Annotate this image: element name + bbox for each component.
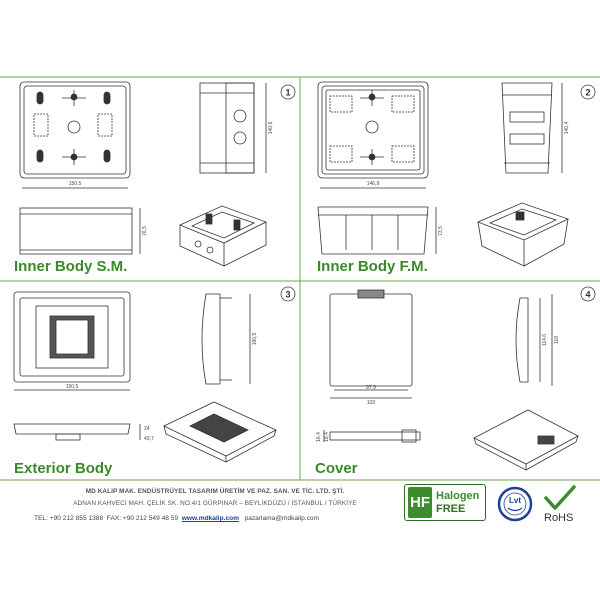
svg-text:1: 1 bbox=[285, 87, 291, 98]
panel-3-title: Exterior Body bbox=[14, 460, 113, 477]
panel-1-top-view bbox=[20, 82, 130, 188]
website-link[interactable]: www.mdkalip.com bbox=[181, 515, 240, 522]
panel-4-number bbox=[581, 287, 595, 301]
panel-4-front-view bbox=[330, 290, 412, 398]
panel-2-title: Inner Body F.M. bbox=[317, 258, 428, 275]
free-label: FREE bbox=[436, 502, 466, 515]
lvt-label: Lvt bbox=[509, 496, 521, 505]
panel-3-iso-view bbox=[164, 402, 276, 462]
panel-2-top-view bbox=[318, 82, 428, 188]
phone-number: TEL: +90 212 855 1388 bbox=[34, 515, 104, 522]
panel-4-iso-view bbox=[474, 410, 578, 470]
panel-1-front-view bbox=[20, 208, 140, 254]
panel-3-side-view bbox=[202, 294, 250, 384]
panel-1-iso-view bbox=[180, 206, 266, 266]
panel-2-number bbox=[581, 85, 595, 99]
contact-line bbox=[34, 515, 319, 522]
panel-2-width-dim: 146,9 bbox=[366, 181, 380, 187]
panel-3-number bbox=[281, 287, 295, 301]
lvt-certification-icon bbox=[497, 486, 533, 522]
company-name: MD KALIP MAK. ENDÜSTRÜYEL TASARIM ÜRETİM VE PAZ. SAN. VE TİC. LTD. ŞTİ. bbox=[85, 488, 345, 495]
panel-1-width-dim: 150,5 bbox=[68, 181, 82, 187]
panel-4-inner-width-dim: 97,9 bbox=[366, 385, 376, 391]
company-address: ADNAN KAHVECİ MAH. ÇELİK SK. NO:4/1 GÜRPINAR – BEYLİKDÜZÜ / İSTANBUL / TÜRKİYE bbox=[73, 500, 357, 507]
rohs-check-icon bbox=[540, 484, 580, 512]
panel-1-number bbox=[281, 85, 295, 99]
rohs-label: RoHS bbox=[544, 512, 574, 524]
panel-1-height-dim: 140,5 bbox=[268, 121, 274, 135]
panel-3-height-dim: 190,5 bbox=[252, 332, 258, 346]
fax-number: FAX: +90 212 549 48 59 bbox=[106, 515, 179, 522]
panel-2-depth-dim: 73,5 bbox=[438, 226, 444, 236]
panel-4-thick-a-dim: 16,4 bbox=[316, 432, 322, 442]
email-address[interactable]: pazarlama@mdkalip.com bbox=[244, 515, 320, 522]
panel-4-bottom-view bbox=[324, 430, 420, 442]
hf-logo-icon: HF bbox=[408, 487, 432, 518]
panel-2-side-view bbox=[502, 83, 562, 173]
panel-1-side-view bbox=[200, 83, 266, 173]
panel-2-iso-view bbox=[478, 203, 568, 266]
panel-1-title: Inner Body S.M. bbox=[14, 258, 128, 275]
svg-text:4: 4 bbox=[585, 289, 591, 300]
halogen-label: Halogen bbox=[436, 489, 480, 502]
panel-1-depth-dim: 76,5 bbox=[142, 226, 148, 236]
panel-3-bottom-view bbox=[14, 424, 140, 440]
panel-4-height-a-dim: 114,6 bbox=[542, 333, 548, 347]
panel-4-title: Cover bbox=[315, 460, 358, 477]
panel-2-front-view bbox=[318, 207, 436, 254]
panel-4-height-b-dim: 118 bbox=[554, 336, 560, 344]
svg-text:3: 3 bbox=[285, 289, 291, 300]
panel-3-depth-b-dim: 43,7 bbox=[144, 436, 154, 442]
svg-text:2: 2 bbox=[585, 87, 591, 98]
panel-3-front-view bbox=[14, 292, 130, 390]
panel-2-height-dim: 140,4 bbox=[564, 121, 570, 135]
panel-4-thick-b-dim: 18,4 bbox=[324, 432, 330, 442]
panel-4-outer-width-dim: 103 bbox=[366, 400, 376, 406]
halogen-free-badge bbox=[404, 484, 486, 521]
panel-3-depth-a-dim: 24 bbox=[144, 426, 150, 432]
panel-3-width-dim: 150,5 bbox=[65, 384, 79, 390]
